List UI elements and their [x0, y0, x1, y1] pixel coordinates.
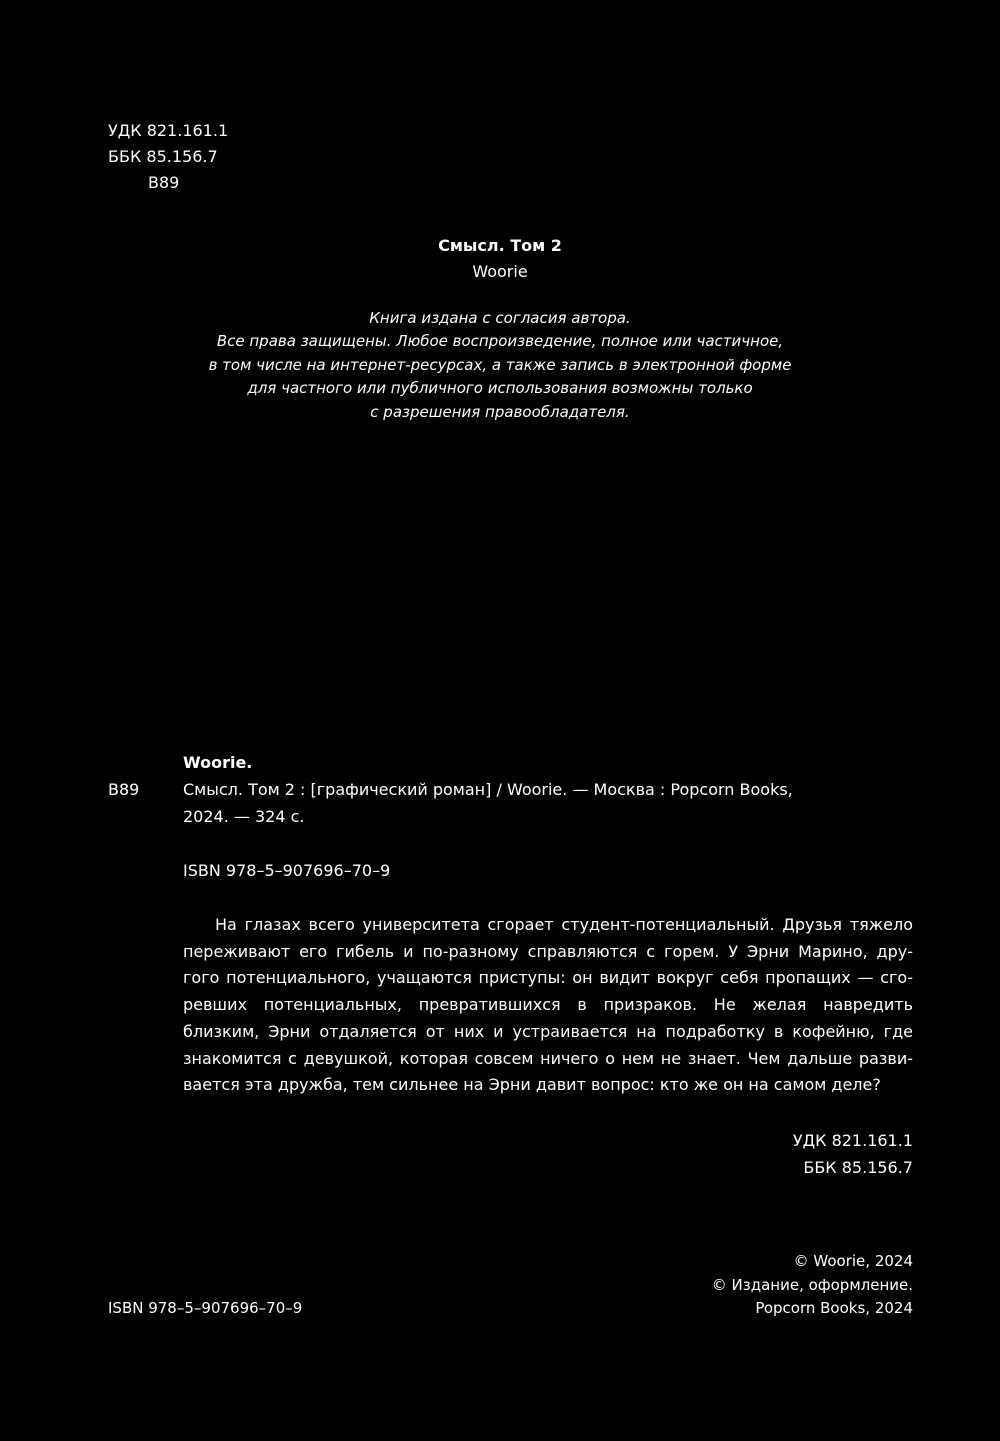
annotation-line: переживают его гибель и по-разному справляются с горем. У Эрни Марино, дру-	[183, 941, 913, 961]
catalog-card-description	[183, 777, 793, 830]
annotation-line: гого потенциального, учащаются приступы: он видит вокруг себя пропащих — сго-	[183, 968, 913, 988]
rights-line: с разрешения правообладателя.	[370, 402, 630, 421]
catalog-card-author: Woorie.	[183, 753, 253, 772]
annotation	[183, 912, 913, 1099]
rights-line: Все права защищены. Любое воспроизведение, полное или частичное,	[216, 332, 784, 351]
copyright-block	[712, 1250, 913, 1321]
description-line: Смысл. Том 2 : [графический роман] / Woorie. — Москва : Popcorn Books,	[183, 780, 793, 799]
catalog-card-code: В89	[108, 780, 140, 799]
bbk-code: ББК 85.156.7	[803, 1157, 913, 1177]
title-block	[0, 233, 1000, 285]
annotation-line: вается эта дружба, тем сильнее на Эрни давит вопрос: кто же он на самом деле?	[183, 1075, 881, 1095]
book-author: Woorie	[472, 262, 528, 281]
annotation-line: На глазах всего университета сгорает студент-потенциальный. Друзья тяжело	[215, 915, 913, 934]
rights-line: в том числе на интернет-ресурсах, а также запись в электронной форме	[208, 355, 792, 374]
copyright-line: © Woorie, 2024	[793, 1252, 913, 1270]
annotation-line: знакомится с девушкой, которая совсем ничего о нем не знает. Чем дальше разви-	[183, 1048, 913, 1068]
rights-line: для частного или публичного использования возможны только	[247, 379, 753, 398]
catalog-card-isbn: ISBN 978–5–907696–70–9	[183, 861, 391, 880]
rights-line: Книга издана с согласия автора.	[369, 309, 631, 327]
description-line: 2024. — 324 с.	[183, 806, 305, 826]
author-code: В89	[148, 173, 180, 192]
udk-code: УДК 821.161.1	[792, 1131, 913, 1150]
udk-code: УДК 821.161.1	[108, 121, 229, 140]
rights-notice	[0, 307, 1000, 424]
bottom-isbn: ISBN 978–5–907696–70–9	[108, 1299, 303, 1317]
bbk-code: ББК 85.156.7	[108, 147, 218, 166]
copyright-line: © Издание, оформление.	[711, 1275, 913, 1294]
annotation-line: ревших потенциальных, превратившихся в призраков. Не желая навредить	[183, 995, 913, 1015]
right-classification	[793, 1128, 913, 1181]
annotation-line: близким, Эрни отдаляется от них и устраивается на подработку в кофейню, где	[183, 1021, 913, 1041]
top-classification	[108, 118, 228, 196]
copyright-line: Popcorn Books, 2024	[755, 1299, 913, 1317]
book-title: Смысл. Том 2	[438, 236, 562, 255]
